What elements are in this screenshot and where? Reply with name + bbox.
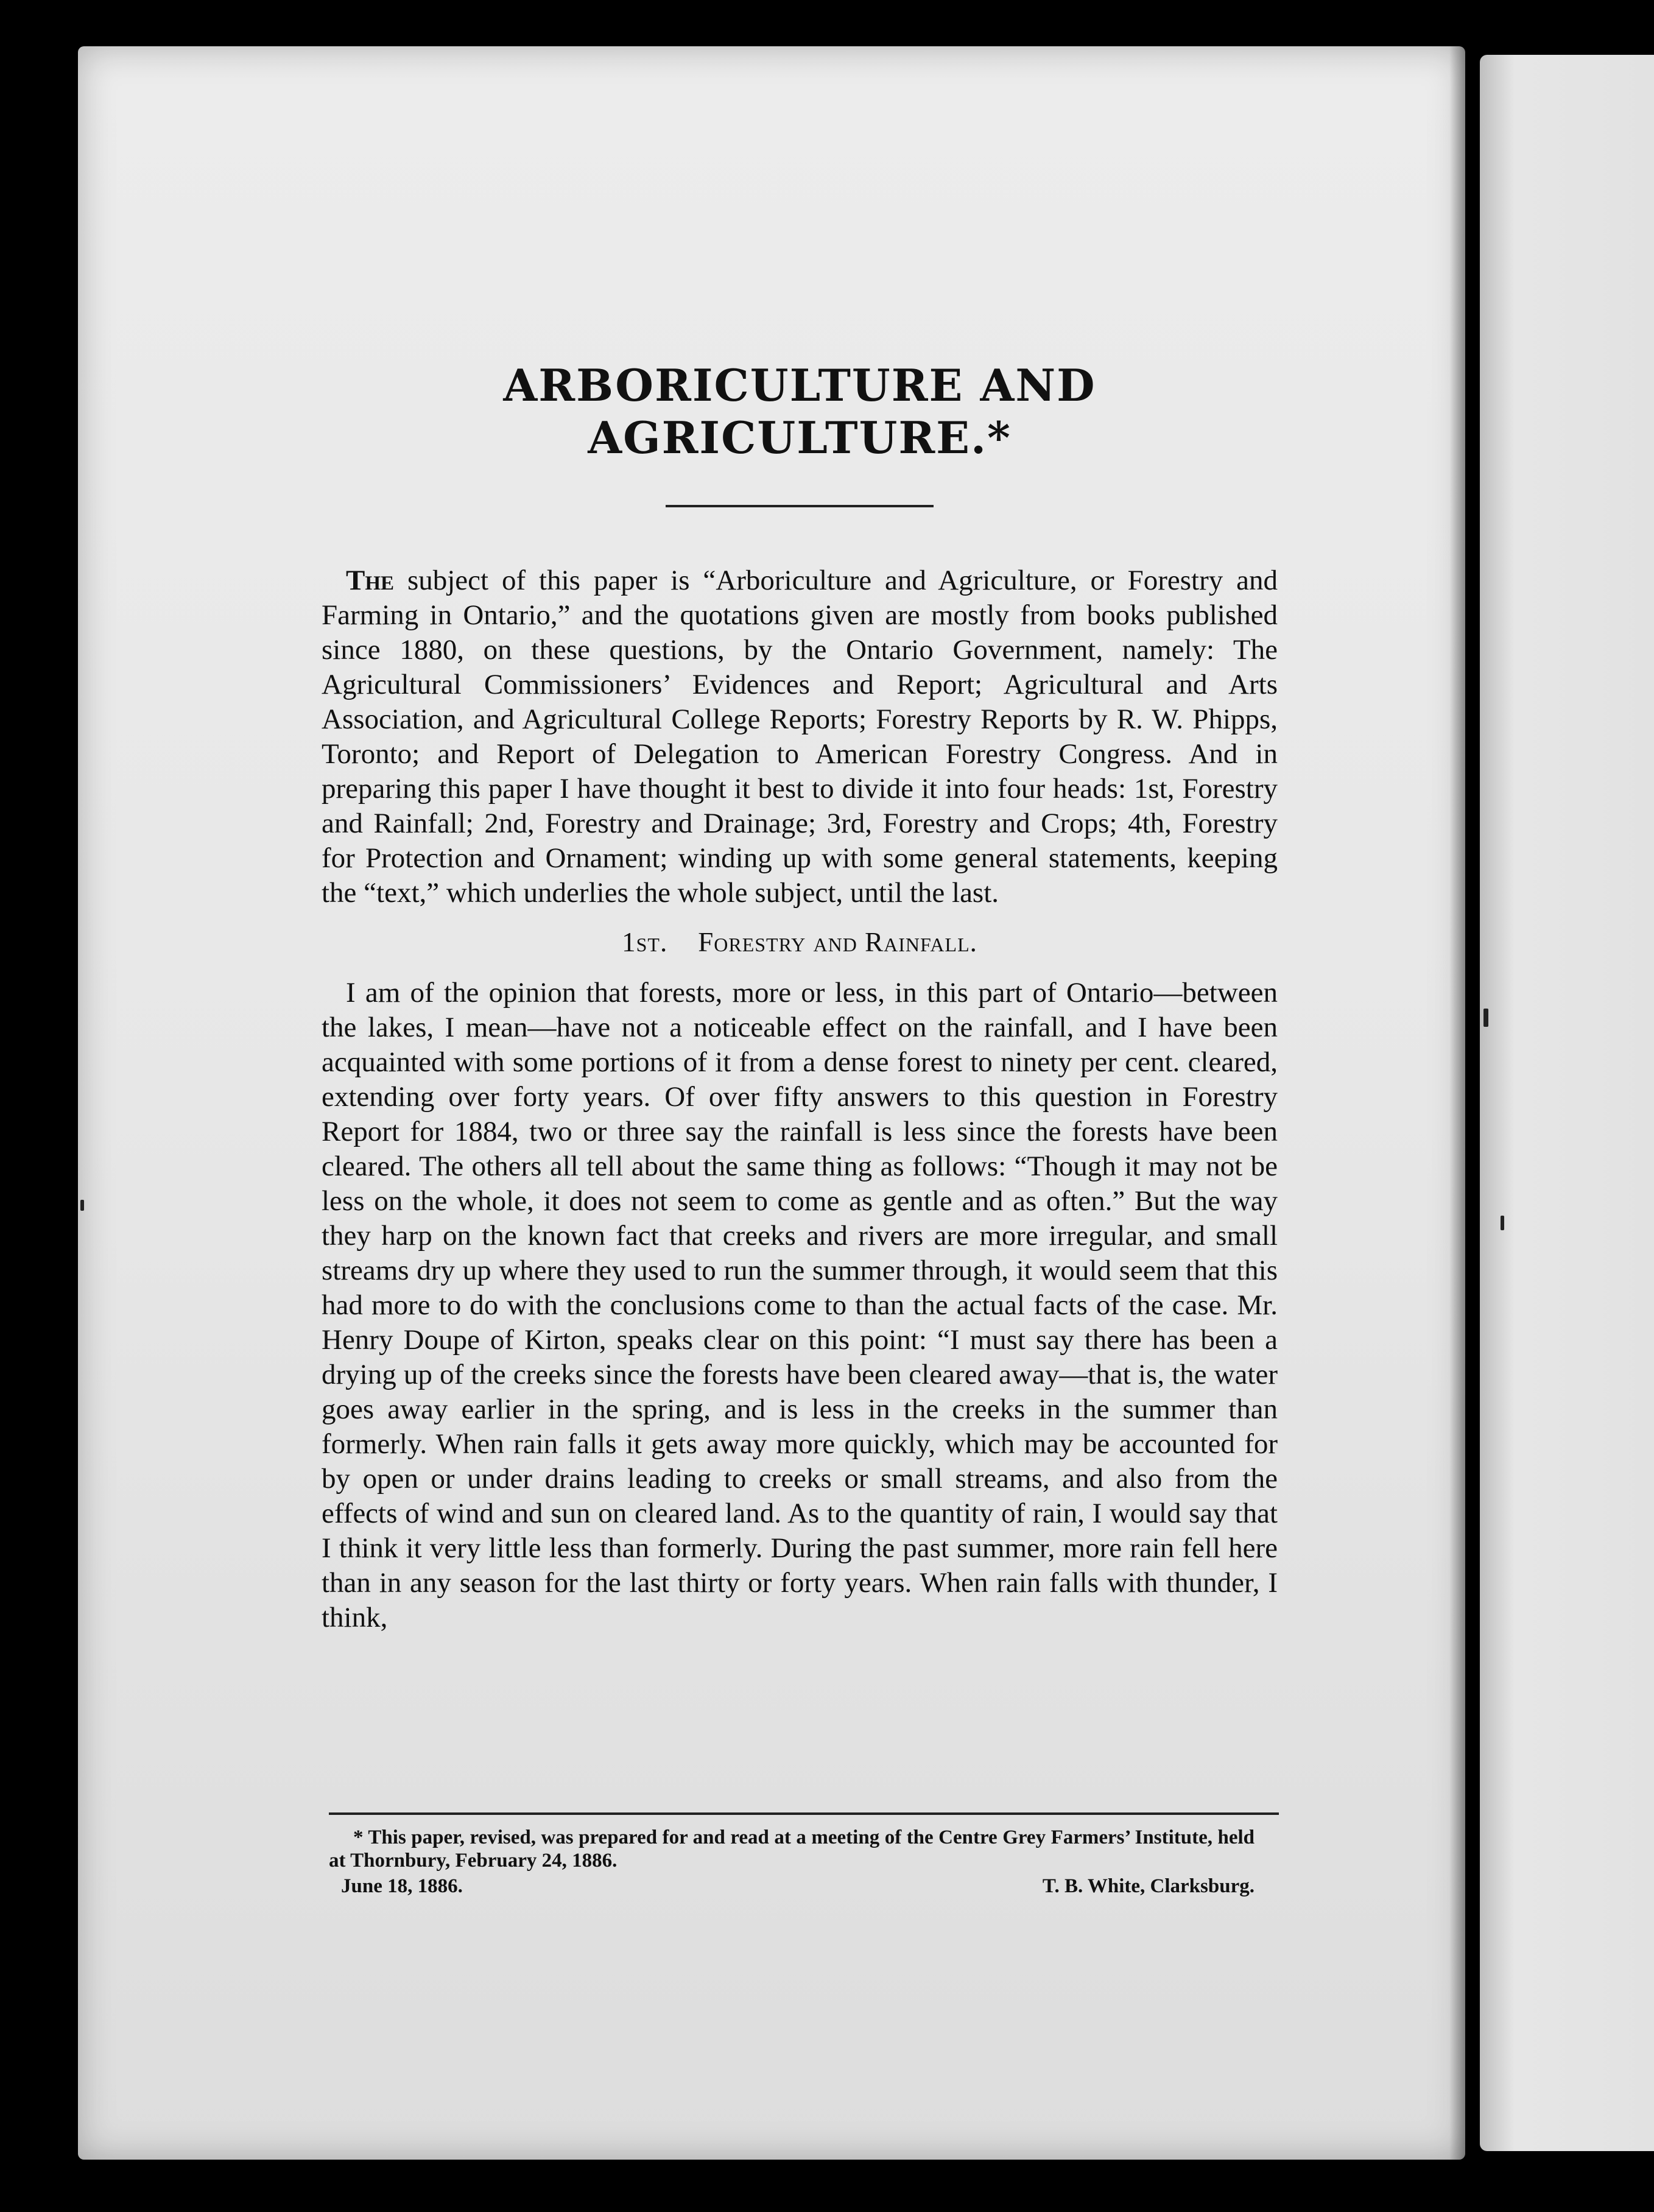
scan-speck — [1501, 1216, 1504, 1230]
footnote-author: T. B. White, Clarksburg. — [1042, 1875, 1255, 1897]
section-title: Forestry and Rainfall. — [698, 926, 977, 957]
section-paragraph: I am of the opinion that forests, more or less, in this part of Ontario—between the lakes, I mean—have not a noticeable effect on the rainfall, and I have been acquainted with some portions of it from a dense forest to ninety per cent. cleared, extending over forty years. Of over fifty answers to this question in Forestry Report for 1884, two or three say the rainfall is less since the forests have been cleared. The others all tell about the same thing as follows: “Though it may not be less on the whole, it does not seem to come as gentle and as often.” But the way they harp on the known fact that creeks and rivers are more irregular, and small streams dry up where they used to run the summer through, it would seem that this had more to do with the conclusions come to than the actual facts of the case. Mr. Henry Doupe of Kirton, speaks clear on this point: “I must say there has been a drying up of the creeks since the forests have been cleared away—that is, the water goes away earlier in the spring, and is less in the creeks in the summer than formerly. When rain falls it gets away more quickly, which may be accounted for by open or under drains leading to creeks or small streams, and also from the effects of wind and sun on cleared land. As to the quantity of rain, I would say that I think it very little less than formerly. During the past summer, more rain fell here than in any season for the last thirty or forty years. When rain falls with thunder, I think, — [322, 976, 1278, 1633]
adjacent-page — [1480, 55, 1654, 2151]
intro-paragraph — [322, 563, 1278, 911]
footnote-divider — [329, 1812, 1279, 1815]
signature-line — [341, 1875, 1255, 1898]
scan-speck — [80, 1200, 84, 1211]
footnote: * This paper, revised, was prepared for and read at a meeting of the Centre Grey Farmers’ Institute, held at Thornbury, February 24, 1886. — [329, 1826, 1255, 1872]
section-number: 1st. — [622, 926, 668, 957]
page-content — [322, 359, 1278, 1635]
title-divider — [666, 505, 934, 507]
footnote-date: June 18, 1886. — [341, 1875, 463, 1897]
document-title: ARBORICULTURE AND AGRICULTURE.* — [503, 359, 1096, 464]
section-heading — [322, 925, 1278, 960]
page-gutter-shadow — [1449, 46, 1465, 2160]
intro-text: subject of this paper is “Arboriculture and Agriculture, or Forestry and Farming in Ontario,” and the quotations given are mostly from books published since 1880, on these questions, by the Ontario Government, namely: The Agricultural Commissioners’ Evidences and Report; Agricultural and Arts Association, and Agricultural College Reports; Forestry Reports by R. W. Phipps, Toronto; and Report of Delegation to American Forestry Congress. And in preparing this paper I have thought it best to divide it into four heads: 1st, Forestry and Rainfall; 2nd, Forestry and Drainage; 3rd, Forestry and Crops; 4th, Forestry for Protection and Ornament; winding up with some general statements, keeping the “text,” which underlies the whole subject, until the last. — [322, 564, 1278, 909]
scan-speck — [1483, 1009, 1488, 1027]
intro-lead-word: The — [346, 564, 395, 596]
